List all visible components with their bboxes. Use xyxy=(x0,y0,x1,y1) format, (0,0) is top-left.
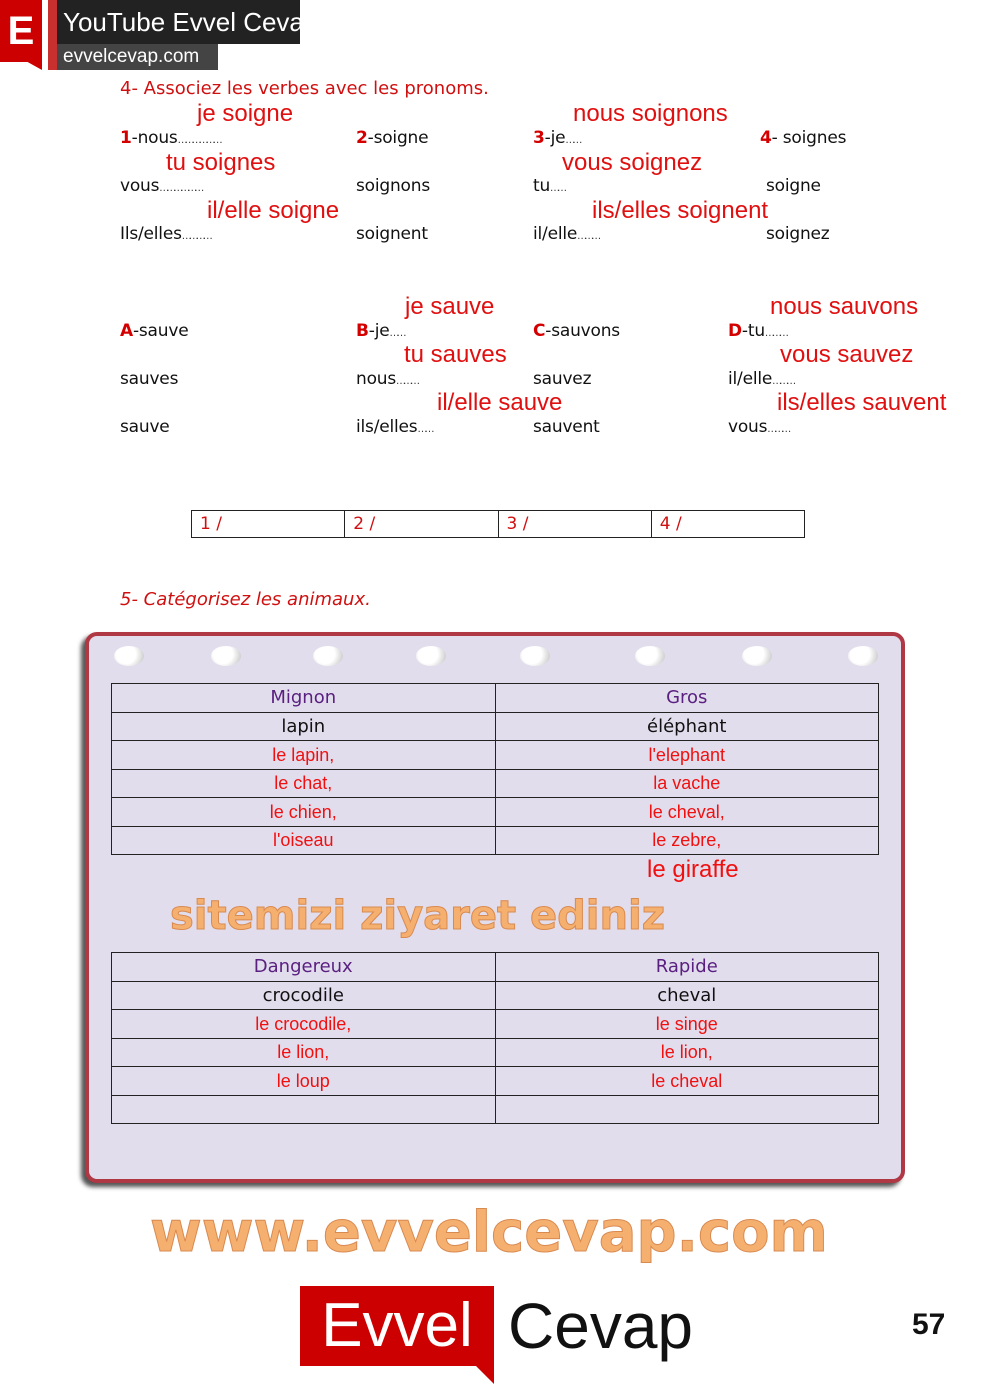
answer-blank: ………… xyxy=(181,231,210,242)
answer-blank: …… xyxy=(389,328,404,339)
answer: vous sauvez xyxy=(780,341,914,368)
binder-hole xyxy=(416,646,446,666)
answer: il/elle soigne xyxy=(207,197,340,224)
answer-cell-2[interactable]: 2 / xyxy=(345,511,498,537)
prompt: Ils/elles xyxy=(120,224,182,244)
empty-cell xyxy=(495,1095,879,1124)
channel-title: YouTube Evvel Cevap xyxy=(57,0,300,44)
empty-cell xyxy=(112,1095,496,1124)
item-letter: C xyxy=(533,321,546,341)
binder-hole xyxy=(635,646,665,666)
answer-blank: ……………… xyxy=(177,135,220,146)
item-b-row-2 xyxy=(356,369,417,392)
item-2-row-2: soignons xyxy=(356,176,430,196)
answer: vous soignez xyxy=(562,149,703,176)
header-gros: Gros xyxy=(495,684,879,713)
logo-badge: E xyxy=(0,0,42,62)
header-dangereux: Dangereux xyxy=(112,953,496,982)
item-a-row-1 xyxy=(120,321,188,341)
item-1-row-2 xyxy=(120,176,201,199)
answer-blank: …… xyxy=(550,183,565,194)
item-letter: D xyxy=(728,321,742,341)
answer-blank: ……………… xyxy=(159,183,202,194)
footer-logo-tail xyxy=(474,1364,494,1384)
answer: ils/elles sauvent xyxy=(777,389,947,416)
answer-cell: le chat, xyxy=(112,769,496,798)
answer-cell: le crocodile, xyxy=(112,1010,496,1039)
prompt: il/elle xyxy=(533,224,578,244)
answer-cell: le zebre, xyxy=(495,826,879,855)
item-2-row-1 xyxy=(356,128,428,148)
answer-cell-4[interactable]: 4 / xyxy=(659,514,682,534)
item-b-row-3 xyxy=(356,417,431,440)
item-a-row-2: sauves xyxy=(120,369,179,389)
prompt: tu xyxy=(533,176,551,196)
exercise-5-title: 5- Catégorisez les animaux. xyxy=(120,589,371,610)
item-1-row-3 xyxy=(120,224,210,247)
binder-hole xyxy=(211,646,241,666)
header-mignon: Mignon xyxy=(112,684,496,713)
answer-blank: …… xyxy=(417,424,432,435)
prompt: -je xyxy=(544,128,566,148)
category-table-1 xyxy=(111,683,879,855)
example-cell: cheval xyxy=(495,981,879,1010)
item-c-row-2: sauvez xyxy=(533,369,592,389)
answer-cell-1[interactable]: 1 / xyxy=(192,511,345,537)
answer-blank: ……… xyxy=(767,424,789,435)
binder-hole xyxy=(114,646,144,666)
verb: -sauvons xyxy=(545,321,620,341)
answer: nous soignons xyxy=(573,100,728,127)
item-b-row-1 xyxy=(356,321,403,344)
binder-hole xyxy=(520,646,550,666)
item-4-row-2: soigne xyxy=(766,176,821,196)
example-cell: lapin xyxy=(112,712,496,741)
answer-blank: ……… xyxy=(772,376,794,387)
prompt: vous xyxy=(120,176,160,196)
item-c-row-1 xyxy=(533,321,620,341)
verb: - soignes xyxy=(771,128,847,148)
item-1-row-1 xyxy=(120,128,220,151)
prompt: il/elle xyxy=(728,369,773,389)
prompt: -tu xyxy=(741,321,765,341)
logo-badge-tail xyxy=(24,60,42,70)
answer-cell-3[interactable]: 3 / xyxy=(499,511,652,537)
answer-blank: …… xyxy=(565,135,580,146)
footer-logo-red: Evvel xyxy=(300,1286,494,1366)
answer-blank: ……… xyxy=(577,231,599,242)
item-d-row-3 xyxy=(728,417,788,440)
answer-cell: l'oiseau xyxy=(112,826,496,855)
verb: -soigne xyxy=(367,128,429,148)
answer-cell: le loup xyxy=(112,1067,496,1096)
item-letter: A xyxy=(120,321,133,341)
answer-cell: la vache xyxy=(495,769,879,798)
prompt: -je xyxy=(368,321,390,341)
item-4-row-1 xyxy=(760,128,846,148)
answer: tu soignes xyxy=(166,149,276,176)
item-c-row-3: sauvent xyxy=(533,417,600,437)
item-number: 3 xyxy=(533,128,545,148)
answer: je sauve xyxy=(405,293,495,320)
answer: je soigne xyxy=(197,100,294,127)
answer-cell: le cheval, xyxy=(495,798,879,827)
overflow-answer: le giraffe xyxy=(647,856,739,883)
site-url[interactable]: evvelcevap.com xyxy=(57,44,218,70)
answer-cell: l'elephant xyxy=(495,741,879,770)
binder-hole xyxy=(848,646,878,666)
answer: il/elle sauve xyxy=(437,389,563,416)
header-rapide: Rapide xyxy=(495,953,879,982)
answer: tu sauves xyxy=(404,341,507,368)
watermark-slogan: sitemizi ziyaret ediniz xyxy=(170,893,665,939)
answer-cell: le lion, xyxy=(495,1038,879,1067)
item-letter: B xyxy=(356,321,369,341)
binder-hole xyxy=(742,646,772,666)
answer-grid xyxy=(191,510,805,538)
footer-logo-text: Cevap xyxy=(508,1290,693,1362)
item-3-row-2 xyxy=(533,176,564,199)
item-3-row-1 xyxy=(533,128,579,151)
example-cell: crocodile xyxy=(112,981,496,1010)
answer-cell: le lapin, xyxy=(112,741,496,770)
prompt: nous xyxy=(356,369,397,389)
answer-cell: le singe xyxy=(495,1010,879,1039)
item-d-row-1 xyxy=(728,321,786,344)
item-4-row-3: soignez xyxy=(766,224,830,244)
exercise-4-title: 4- Associez les verbes avec les pronoms. xyxy=(120,78,489,99)
prompt: -nous xyxy=(131,128,178,148)
item-number: 4 xyxy=(760,128,772,148)
answer-cell: le lion, xyxy=(112,1038,496,1067)
binder-hole xyxy=(313,646,343,666)
category-table-2 xyxy=(111,952,879,1124)
answer-cell: le cheval xyxy=(495,1067,879,1096)
page-number: 57 xyxy=(912,1308,946,1341)
answer-cell: le chien, xyxy=(112,798,496,827)
example-cell: éléphant xyxy=(495,712,879,741)
item-number: 1 xyxy=(120,128,132,148)
watermark-url: www.evvelcevap.com xyxy=(150,1200,828,1265)
header-accent-bar xyxy=(48,0,57,70)
item-3-row-3 xyxy=(533,224,598,247)
verb: -sauve xyxy=(132,321,189,341)
answer: ils/elles soignent xyxy=(592,197,769,224)
answer: nous sauvons xyxy=(770,293,919,320)
item-number: 2 xyxy=(356,128,368,148)
prompt: ils/elles xyxy=(356,417,418,437)
answer-blank: ……… xyxy=(396,376,418,387)
item-2-row-3: soignent xyxy=(356,224,428,244)
prompt: vous xyxy=(728,417,768,437)
answer-blank: ……… xyxy=(764,328,786,339)
item-a-row-3: sauve xyxy=(120,417,170,437)
